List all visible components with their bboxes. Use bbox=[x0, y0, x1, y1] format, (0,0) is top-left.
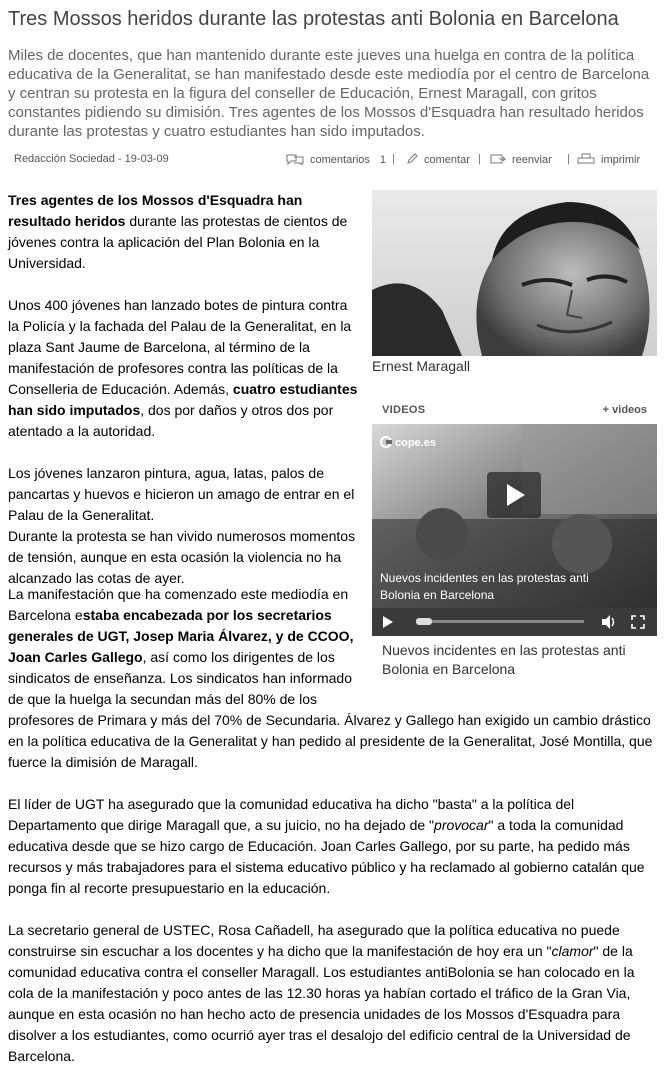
paragraph bbox=[8, 463, 358, 526]
print-link[interactable] bbox=[577, 153, 640, 166]
video-caption-link[interactable]: Nuevos incidentes en las protestas anti Bolonia en Barcelona bbox=[382, 642, 626, 677]
text: El líder de UGT ha asegurado que la comunidad educativa ha dicho "basta" a la política del Departamento que dirige Maragall que, a su juicio, no ha dejado de " bbox=[8, 796, 575, 833]
bold-text: staba encabezada por los secretarios generales de UGT, Josep Maria Álvarez, y de CCOO, Joan Carles Gallego bbox=[8, 607, 354, 665]
video-progress-handle[interactable] bbox=[416, 618, 432, 625]
forward-label: reenviar bbox=[512, 154, 552, 166]
paragraph bbox=[8, 920, 660, 1067]
paragraph bbox=[8, 526, 358, 589]
separator: | bbox=[392, 153, 395, 165]
brand-logo-icon bbox=[380, 436, 392, 448]
text: Unos 400 jóvenes han lanzado botes de pintura contra la Policía y la fachada del Palau de la Generalitat, en la plaza Sant Jaume de Barcelona, al término de la manifestación de profesores contra las políticas de la Conselleria de Educación. Además, bbox=[8, 297, 352, 397]
videos-heading: VIDEOS bbox=[382, 404, 426, 416]
forward-link[interactable] bbox=[490, 153, 552, 166]
text: " de la comunidad educativa contra el conseller Maragall. Los estudiantes antiBolonia se han colocado en la cola de la manifestación y poco antes de las 12.30 horas ya habían cortado el tráfico de la Gran Via, aunque en esta ocasión no han hecho acto de presencia unidades de los Mossos d'Esquadra para disolver a los estudiantes, como ocurrió ayer tras el desalojo del edificio central de la Universidad de Barcelona. bbox=[8, 943, 635, 1064]
forward-icon bbox=[490, 153, 506, 165]
video-controls bbox=[372, 608, 657, 636]
italic-text: provocar bbox=[434, 817, 489, 833]
more-videos-link[interactable]: + videos bbox=[602, 404, 647, 416]
text: La secretario general de USTEC, Rosa Cañadell, ha asegurado que la política educativa no puede construirse sin escuchar a los docentes y ha dicho que la manifestación de hoy era un " bbox=[8, 922, 620, 959]
video-overlay-title: Nuevos incidentes en las protestas anti Bolonia en Barcelona bbox=[380, 571, 589, 602]
text: Durante la protesta se han vivido numerosos momentos de tensión, aunque en esta ocasión la violencia no ha alcanzado las cotas de ayer. bbox=[8, 528, 356, 586]
article-headline: Tres Mossos heridos durante las protestas anti Bolonia en Barcelona bbox=[8, 8, 619, 30]
bold-text: cuatro estudiantes han sido imputados bbox=[8, 381, 358, 418]
portrait-image bbox=[372, 190, 657, 356]
text: , dos por daños y otros dos por atentado a la autoridad. bbox=[8, 402, 334, 439]
separator: | bbox=[478, 153, 481, 165]
video-progress-track[interactable] bbox=[416, 620, 584, 623]
play-small-icon[interactable] bbox=[380, 614, 396, 630]
byline: Redacción Sociedad - 19-03-09 bbox=[14, 153, 169, 165]
comments-label: comentarios bbox=[310, 154, 370, 166]
paragraph bbox=[8, 295, 358, 442]
paragraph bbox=[8, 794, 660, 899]
fullscreen-icon[interactable] bbox=[630, 614, 646, 630]
play-icon bbox=[487, 472, 541, 518]
text: La manifestación que ha comenzado este mediodía en Barcelona e bbox=[8, 586, 349, 623]
paragraph bbox=[8, 190, 358, 274]
separator: | bbox=[567, 153, 570, 165]
video-player[interactable] bbox=[372, 424, 657, 636]
videos-header bbox=[372, 398, 657, 424]
comment-link[interactable] bbox=[406, 153, 470, 166]
text: " a toda la comunidad educativa desde que se hizo cargo de Educación. Joan Carles Gallego, por su parte, ha pedido más recursos y más trabajadores para el sistema educativo público y ha reclamado al gobierno catalán que ponga fin al recorte presupuestario en la educación. bbox=[8, 817, 645, 896]
print-label: imprimir bbox=[601, 154, 641, 166]
comments-icon bbox=[286, 153, 304, 165]
text: , así como los dirigentes de los sindicatos de enseñanza. Los sindicatos han informado de que la huelga la secundan más del 80% de los profesores de Primara y más del 70% de Secundaria. Álvarez y Gallego han exigido un cambio drástico en la política educativa de la Generalitat y han pedido al presidente de la Generalitat, José Montilla, que fuerce la dimisión de Maragall. bbox=[8, 649, 653, 770]
video-brand bbox=[380, 436, 436, 449]
comments-link[interactable] bbox=[286, 153, 386, 166]
printer-icon bbox=[577, 153, 595, 165]
pencil-icon bbox=[406, 153, 418, 165]
play-button[interactable] bbox=[487, 472, 541, 518]
text: Los jóvenes lanzaron pintura, agua, latas, palos de pancartas y huevos e hicieron un amago de entrar en el Palau de la Generalitat. bbox=[8, 465, 355, 523]
italic-text: clamor bbox=[551, 943, 594, 959]
volume-icon[interactable] bbox=[600, 614, 618, 630]
article-lead: Miles de docentes, que han mantenido durante este jueves una huelga en contra de la política educativa de la Generalitat, se han manifestado desde este mediodía por el centro de Barcelona y centran su protesta en la figura del conseller de Educación, Ernest Maragall, con gritos constantes pidiendo su dimisión. Tres agentes de los Mossos d'Esquadra han resultado heridos durante las protestas y cuatro estudiantes han sido imputados. bbox=[8, 47, 650, 140]
brand-name: cope.es bbox=[395, 437, 436, 449]
photo-caption: Ernest Maragall bbox=[372, 358, 471, 374]
article-body-left bbox=[8, 190, 358, 589]
bold-text: Tres agentes de los Mossos d'Esquadra han resultado heridos bbox=[8, 192, 303, 229]
text: durante las protestas de cientos de jóvenes contra la aplicación del Plan Bolonia en la Universidad. bbox=[8, 213, 348, 271]
article-photo bbox=[372, 190, 657, 356]
article-meta-bar bbox=[14, 153, 664, 169]
comments-count: 1 bbox=[379, 154, 387, 166]
comment-label: comentar bbox=[424, 154, 470, 166]
